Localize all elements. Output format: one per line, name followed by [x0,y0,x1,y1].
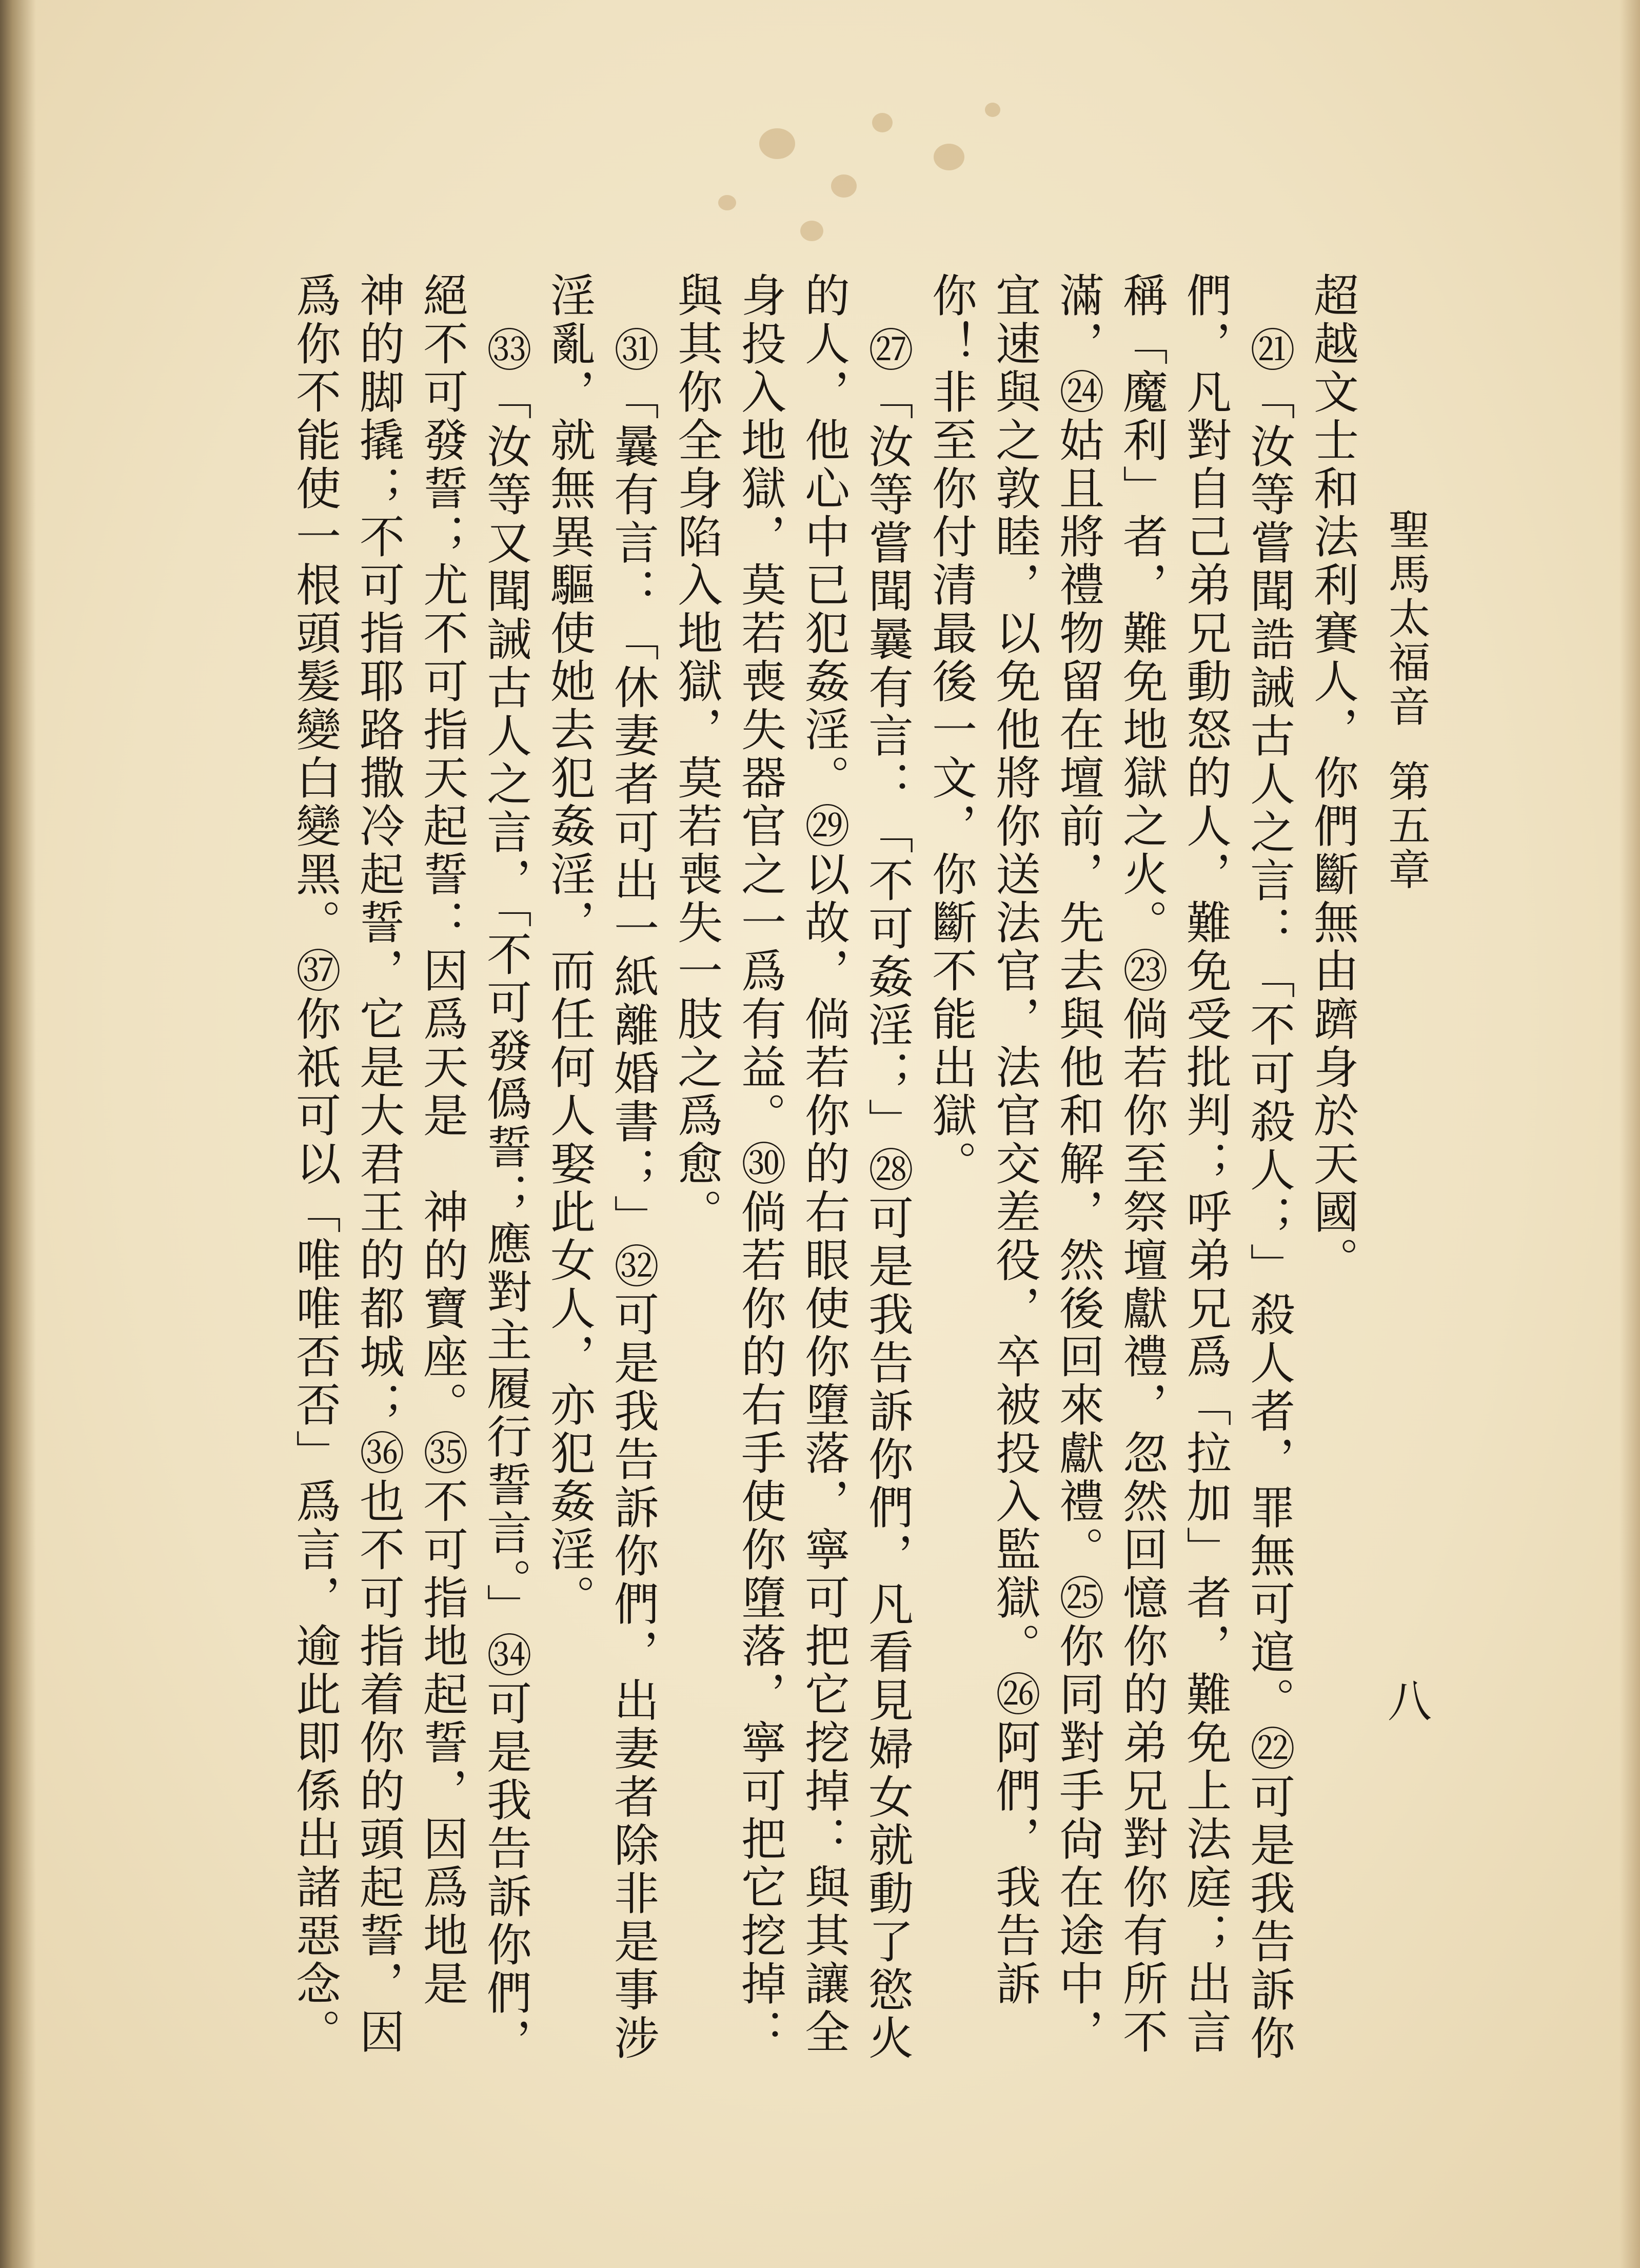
book-title: 聖馬太福音 [1381,508,1430,729]
page-edge-shadow [1619,0,1640,2268]
paper-stain [831,174,857,198]
chapter-heading: 第五章 [1381,759,1430,892]
paper-stain [934,144,964,170]
paper-stain [800,221,823,241]
page-number: 八 [1380,1678,1431,1722]
body-text [236,272,1365,2099]
page-binding-shadow [0,0,36,2268]
paper-stain [718,195,736,210]
paragraph-2: ㉑「汝等嘗聞誥誡古人之言：「不可殺人；」殺人者，罪無可逭。㉒可是我告訴你們，凡對自己弟兄動怒的人，難免受批判；呼弟兄爲「拉加」者，難免上法庭；出言稱「魔利」者，難免地獄之火。㉓倘若你至祭壇獻禮，忽然回憶你的弟兄對你有所不滿，㉔姑且將禮物留在壇前，先去與他和解，然後回來獻禮。㉕你同對手尙在途中，宜速與之敦睦，以免他將你送法官，法官交差役，卒被投入監獄。㉖阿們，我告訴你！非至你付清最後一文，你斷不能出獄。 [925,272,1296,2063]
paper-stain [872,113,893,132]
paragraph-3: ㉗「汝等嘗聞曩有言：「不可姦淫；」㉘可是我告訴你們，凡看見婦女就動了慾火的人，他心中已犯姦淫。㉙以故，倘若你的右眼使你墮落，寧可把它挖掉：與其讓全身投入地獄，莫若喪失器官之一爲有益。㉚倘若你的右手使你墮落，寧可把它挖掉：與其你全身陷入地獄，莫若喪失一肢之爲愈。 [670,272,914,2063]
paragraph-1: 超越文士和法利賽人，你們斷無由躋身於天國。 [1307,272,1359,1285]
paragraph-4: ㉛「曩有言：「休妻者可出一紙離婚書；」㉜可是我告訴你們，出妻者除非是事涉淫亂，就無異驅使她去犯姦淫，而任何人娶此女人，亦犯姦淫。 [543,272,660,2063]
paper-stain [759,128,795,159]
paragraph-5: ㉝「汝等又聞誡古人之言，「不可發僞誓；應對主履行誓言。」㉞可是我告訴你們，絕不可發誓；尤不可指天起誓：因爲天是 神的寶座。㉟不可指地起誓，因爲地是 神的脚撬；不可指耶路撒冷起誓，它是大君王的都城；㊱也不可指着你的頭起誓，因爲你不能使一根頭髮變白變黑。㊲你祇可以「唯唯否否」爲言，逾此即係出諸惡念。 [289,272,532,2066]
paper-stain [985,103,1000,117]
